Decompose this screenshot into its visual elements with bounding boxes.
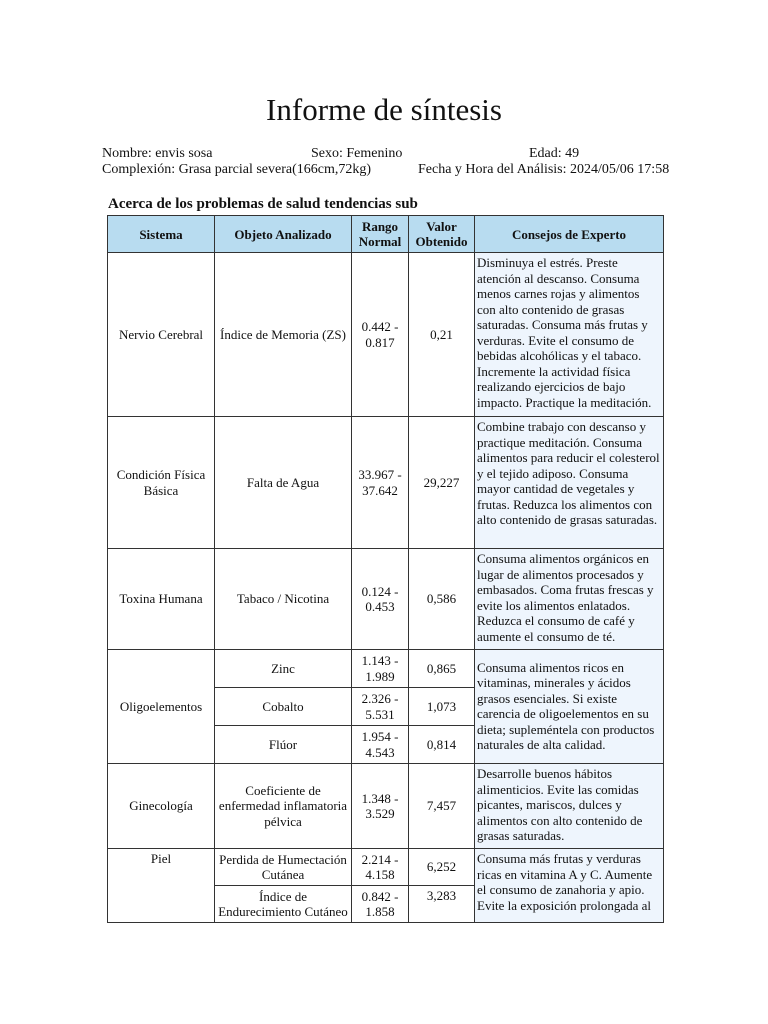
object-cell: Perdida de Humectación Cutánea	[215, 849, 352, 886]
header-value: Valor Obtenido	[409, 216, 475, 253]
object-cell: Coeficiente de enfermedad inflamatoria pélvica	[215, 764, 352, 849]
system-cell: Oligoelementos	[108, 650, 215, 764]
header-system: Sistema	[108, 216, 215, 253]
patient-age: Edad: 49	[529, 146, 580, 161]
range-cell: 1.954 - 4.543	[352, 726, 409, 764]
patient-sex: Sexo: Femenino	[311, 146, 403, 161]
section-title: Acerca de los problemas de salud tendencias sub	[108, 196, 418, 212]
object-cell: Cobalto	[215, 688, 352, 726]
value-cell: 1,073	[409, 688, 475, 726]
value-cell: 6,252	[409, 849, 475, 886]
advice-cell: Consuma más frutas y verduras ricas en vitamina A y C. Aumente el consumo de zanahoria y apio. Evite la exposición prolongada al	[475, 849, 664, 923]
object-cell: Índice de Memoria (ZS)	[215, 253, 352, 417]
system-cell: Piel	[108, 849, 215, 923]
range-cell: 1.348 - 3.529	[352, 764, 409, 849]
table-row	[108, 417, 664, 549]
range-cell: 1.143 - 1.989	[352, 650, 409, 688]
patient-build: Complexión: Grasa parcial severa(166cm,72kg)	[102, 162, 372, 177]
range-cell: 0.442 - 0.817	[352, 253, 409, 417]
results-table	[107, 215, 664, 923]
report-title: Informe de síntesis	[266, 92, 502, 127]
object-cell: Tabaco / Nicotina	[215, 549, 352, 650]
value-cell: 7,457	[409, 764, 475, 849]
object-cell: Índice de Endurecimiento Cutáneo	[215, 886, 352, 923]
table-row	[108, 253, 664, 417]
object-cell: Flúor	[215, 726, 352, 764]
header-object: Objeto Analizado	[215, 216, 352, 253]
system-cell: Nervio Cerebral	[108, 253, 215, 417]
table-row	[108, 849, 664, 886]
range-cell: 33.967 - 37.642	[352, 417, 409, 549]
value-cell: 3,283	[409, 886, 475, 923]
patient-name: Nombre: envis sosa	[102, 146, 213, 161]
value-cell: 0,865	[409, 650, 475, 688]
advice-cell: Desarrolle buenos hábitos alimenticios. Evite las comidas picantes, mariscos, dulces y alimentos con alto contenido de grasas saturadas.	[475, 764, 664, 849]
advice-cell: Combine trabajo con descanso y practique meditación. Consuma alimentos para reducir el colesterol y el tejido adiposo. Consuma mayor cantidad de vegetales y frutas. Reduzca los alimentos con alto contenido de grasas saturadas.	[475, 417, 664, 549]
table-row	[108, 764, 664, 849]
advice-cell: Consuma alimentos ricos en vitaminas, minerales y ácidos grasos esenciales. Si existe carencia de oligoelementos en su dieta; supleméntela con productos naturales de alta calidad.	[475, 650, 664, 764]
value-cell: 0,21	[409, 253, 475, 417]
system-cell: Condición Física Básica	[108, 417, 215, 549]
object-cell: Falta de Agua	[215, 417, 352, 549]
system-cell: Ginecología	[108, 764, 215, 849]
value-cell: 29,227	[409, 417, 475, 549]
range-cell: 0.124 - 0.453	[352, 549, 409, 650]
advice-cell: Consuma alimentos orgánicos en lugar de alimentos procesados y embasados. Coma frutas frescas y evite los alimentos enlatados. Reduzca el consumo de café y aumente el consumo de té.	[475, 549, 664, 650]
object-cell: Zinc	[215, 650, 352, 688]
value-cell: 0,586	[409, 549, 475, 650]
table-row	[108, 650, 664, 688]
analysis-datetime: Fecha y Hora del Análisis: 2024/05/06 17:58	[418, 162, 670, 177]
header-advice: Consejos de Experto	[475, 216, 664, 253]
range-cell: 2.214 - 4.158	[352, 849, 409, 886]
system-cell: Toxina Humana	[108, 549, 215, 650]
range-cell: 2.326 - 5.531	[352, 688, 409, 726]
table-row	[108, 549, 664, 650]
range-cell: 0.842 - 1.858	[352, 886, 409, 923]
advice-cell: Disminuya el estrés. Preste atención al descanso. Consuma menos carnes rojas y alimentos con alto contenido de grasas saturadas. Consuma más frutas y verduras. Evite el consumo de bebidas alcohólicas y el tabaco. Incremente la actividad física realizando ejercicios de bajo impacto. Practique la meditación.	[475, 253, 664, 417]
table-header-row	[108, 216, 664, 253]
header-range: Rango Normal	[352, 216, 409, 253]
value-cell: 0,814	[409, 726, 475, 764]
